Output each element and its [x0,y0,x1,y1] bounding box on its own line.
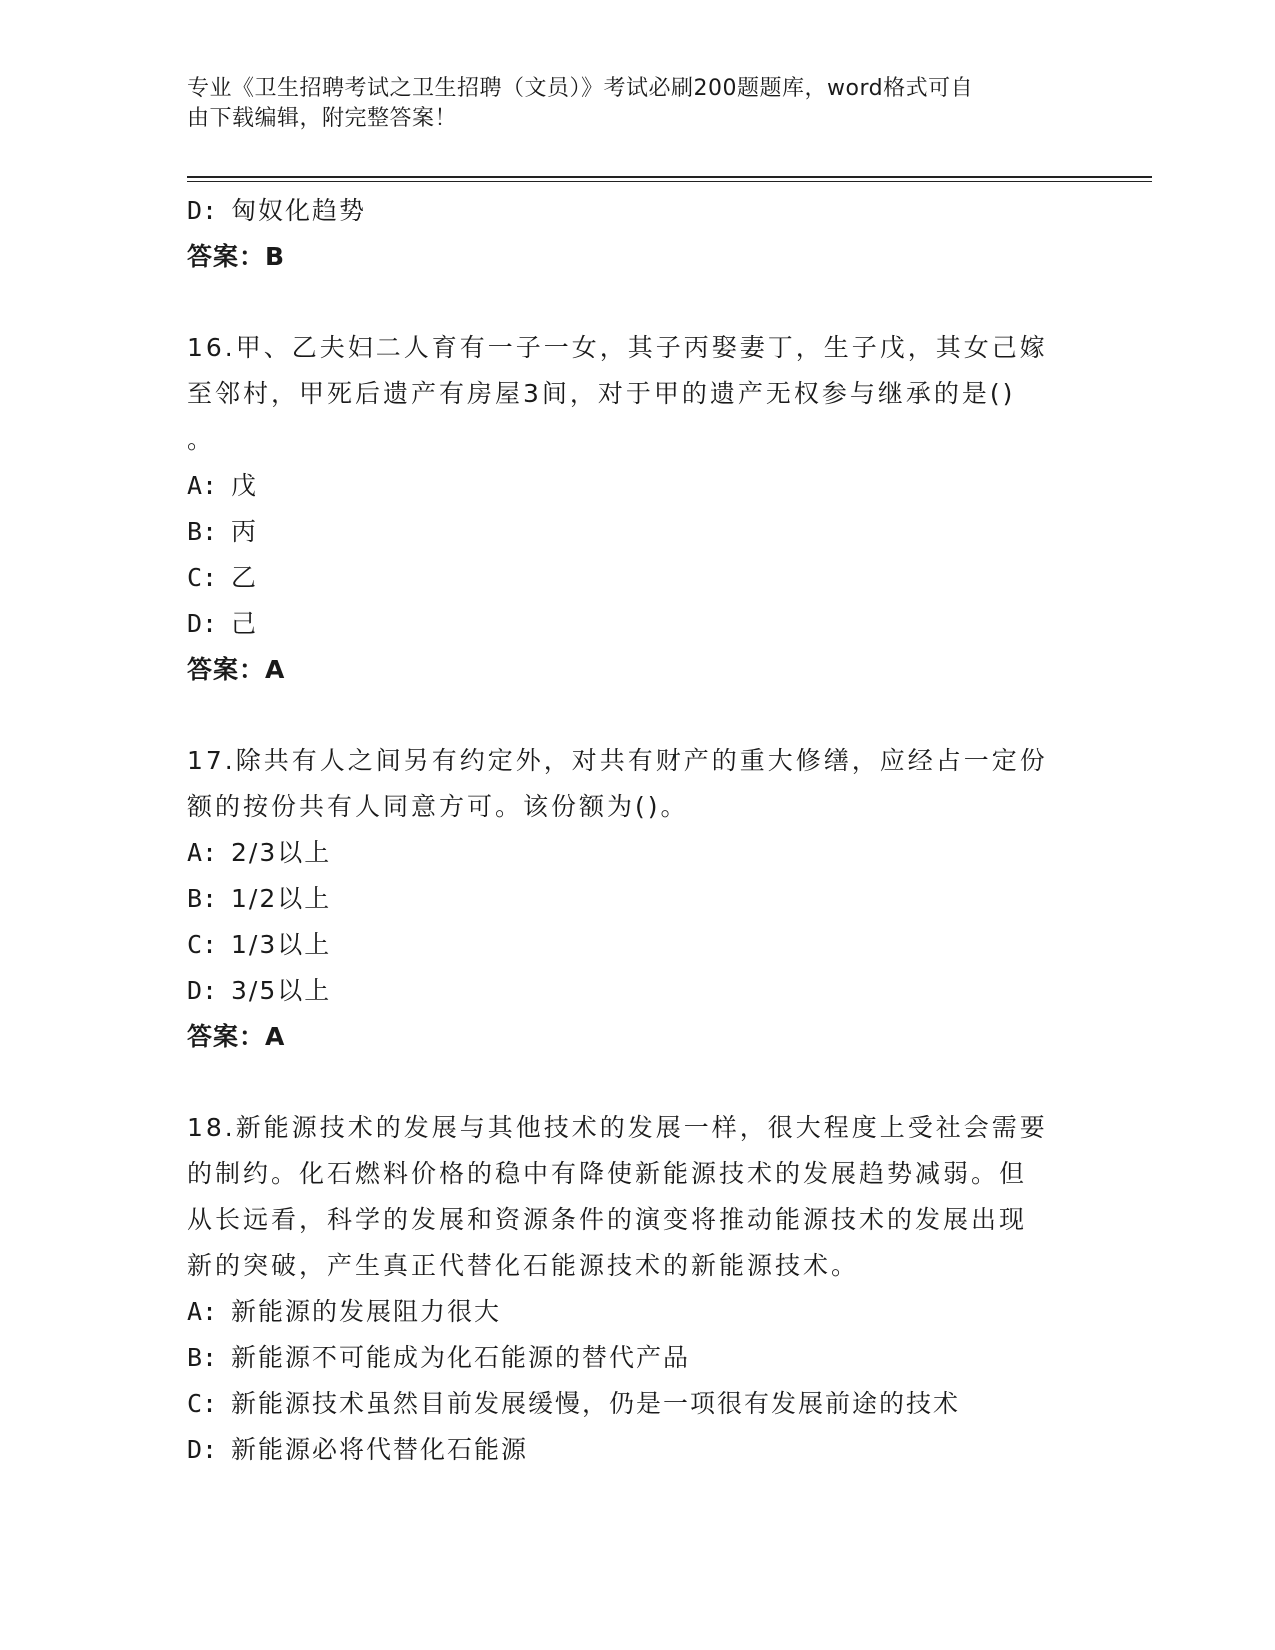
question-list [187,188,1087,1473]
header-divider-thin [187,181,1152,182]
question-stem-18: 18.新能源技术的发展与其他技术的发展一样，很大程度上受社会需要 的制约。化石燃料价格的稳中有降使新能源技术的发展趋势减弱。但 从长远看，科学的发展和资源条件的演变将推动能源技术的发展出现 新的突破，产生真正代替化石能源技术的新能源技术。 [187,1113,1048,1280]
option-label: D: [187,196,218,225]
question-stem-16: 16.甲、乙夫妇二人育有一子一女，其子丙娶妻丁，生子戊，其女己嫁 至邻村，甲死后遗产有房屋3间，对于甲的遗产无权参与继承的是() 。 [187,333,1048,454]
option-d: D: 己 [187,609,259,638]
header-line-1: 专业《卫生招聘考试之卫生招聘（文员）》考试必刷200题题库，word格式可自 [187,76,974,101]
answer-line: 答案：B [187,242,286,271]
header-divider [187,176,1152,178]
option-a: A: 戊 [187,471,259,500]
option-text: 匈奴化趋势 [231,196,367,225]
option-b: B: 1/2以上 [187,884,332,913]
option-a: A: 新能源的发展阻力很大 [187,1297,502,1326]
option-b: B: 新能源不可能成为化石能源的替代产品 [187,1343,691,1372]
option-d [187,188,1087,234]
option-c: C: 新能源技术虽然目前发展缓慢，仍是一项很有发展前途的技术 [187,1389,961,1418]
option-b: B: 丙 [187,517,259,546]
option-c: C: 1/3以上 [187,930,332,959]
page-header [187,74,1067,134]
answer-line: 答案：A [187,655,286,684]
header-line-2: 由下载编辑，附完整答案！ [187,106,458,131]
answer-line: 答案：A [187,1022,286,1051]
question-stem-17: 17.除共有人之间另有约定外，对共有财产的重大修缮，应经占一定份 额的按份共有人同意方可。该份额为()。 [187,746,1048,821]
option-d: D: 3/5以上 [187,976,332,1005]
option-d: D: 新能源必将代替化石能源 [187,1435,529,1464]
option-a: A: 2/3以上 [187,838,332,867]
option-c: C: 乙 [187,563,259,592]
